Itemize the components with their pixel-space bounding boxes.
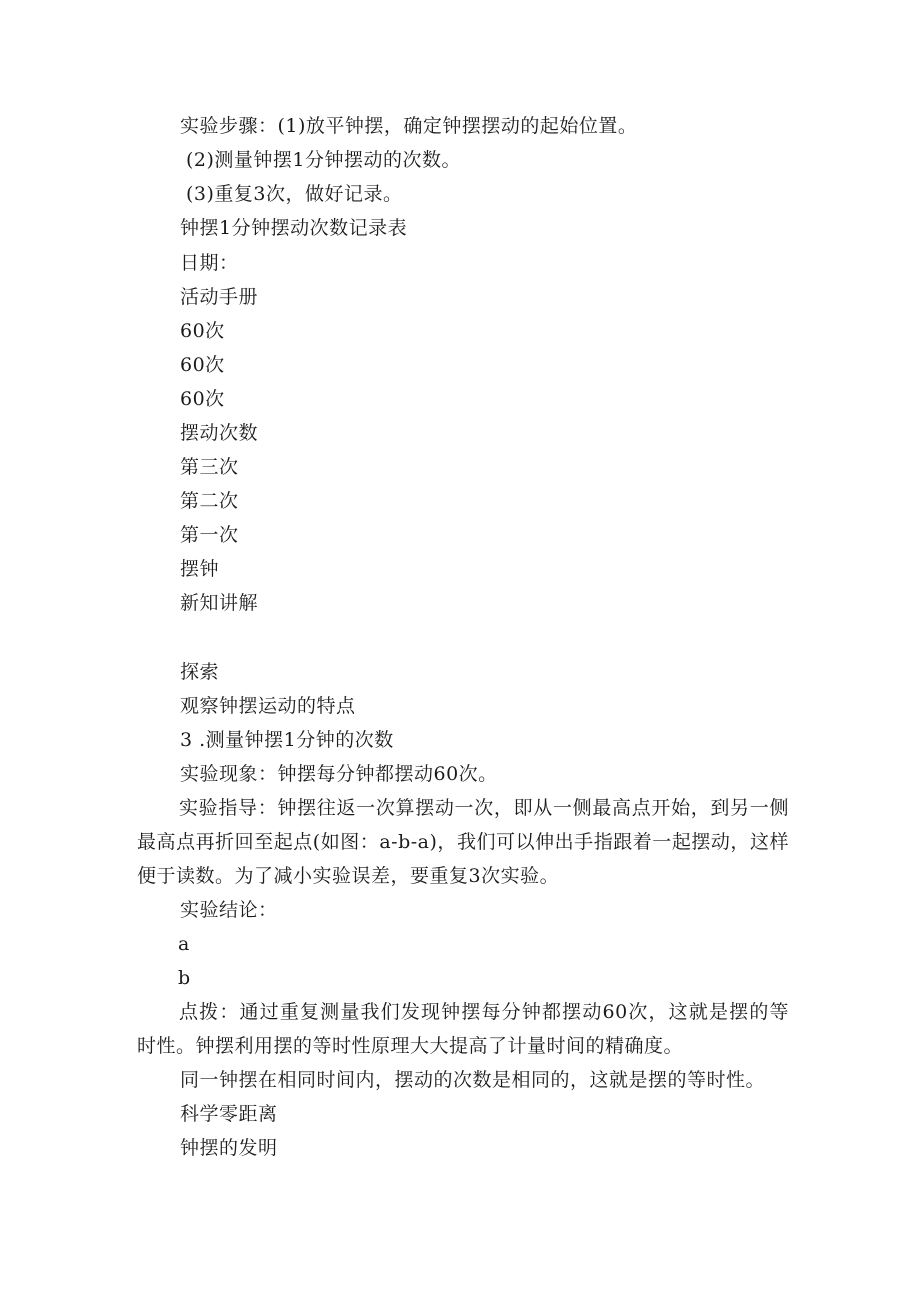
experiment-phenomenon: 实验现象：钟摆每分钟都摆动60次。 [180,763,498,785]
activity-handbook-label: 活动手册 [180,286,259,308]
count-value-1: 60次 [180,320,225,342]
experiment-steps-line-3: (3)重复3次，做好记录。 [186,183,403,205]
pendulum-invention-heading: 钟摆的发明 [180,1137,278,1159]
trial-first-label: 第一次 [180,524,239,546]
date-label: 日期： [180,252,239,274]
count-value-3: 60次 [180,388,225,410]
swing-count-header: 摆动次数 [180,422,259,444]
observe-heading: 观察钟摆运动的特点 [180,695,356,717]
diagram-label-b: b [178,967,191,989]
record-table-title: 钟摆1分钟摆动次数记录表 [180,217,408,239]
new-knowledge-heading: 新知讲解 [180,592,259,614]
trial-second-label: 第二次 [180,490,239,512]
experiment-conclusion-label: 实验结论： [180,899,278,921]
diagram-label-a: a [178,933,190,955]
experiment-steps-line-2: (2)测量钟摆1分钟摆动的次数。 [186,149,462,171]
measure-heading: 3 .测量钟摆1分钟的次数 [180,729,394,751]
count-value-2: 60次 [180,354,225,376]
science-zero-distance-heading: 科学零距离 [180,1103,278,1125]
experiment-steps-line-1: 实验步骤：(1)放平钟摆，确定钟摆摆动的起始位置。 [180,115,638,137]
tip-paragraph: 点拨：通过重复测量我们发现钟摆每分钟都摆动60次，这就是摆的等时性。钟摆利用摆的等时性原理大大提高了计量时间的精确度。 [137,1001,789,1057]
isochronism-statement: 同一钟摆在相同时间内，摆动的次数是相同的，这就是摆的等时性。 [180,1069,766,1091]
experiment-guidance-paragraph: 实验指导：钟摆往返一次算摆动一次，即从一侧最高点开始，到另一侧最高点再折回至起点(如图：a-b-a)，我们可以伸出手指跟着一起摆动，这样便于读数。为了减小实验误差，要重复3次实验。 [137,797,789,887]
explore-heading: 探索 [180,661,220,683]
trial-third-label: 第三次 [180,456,239,478]
pendulum-clock-label: 摆钟 [180,558,220,580]
